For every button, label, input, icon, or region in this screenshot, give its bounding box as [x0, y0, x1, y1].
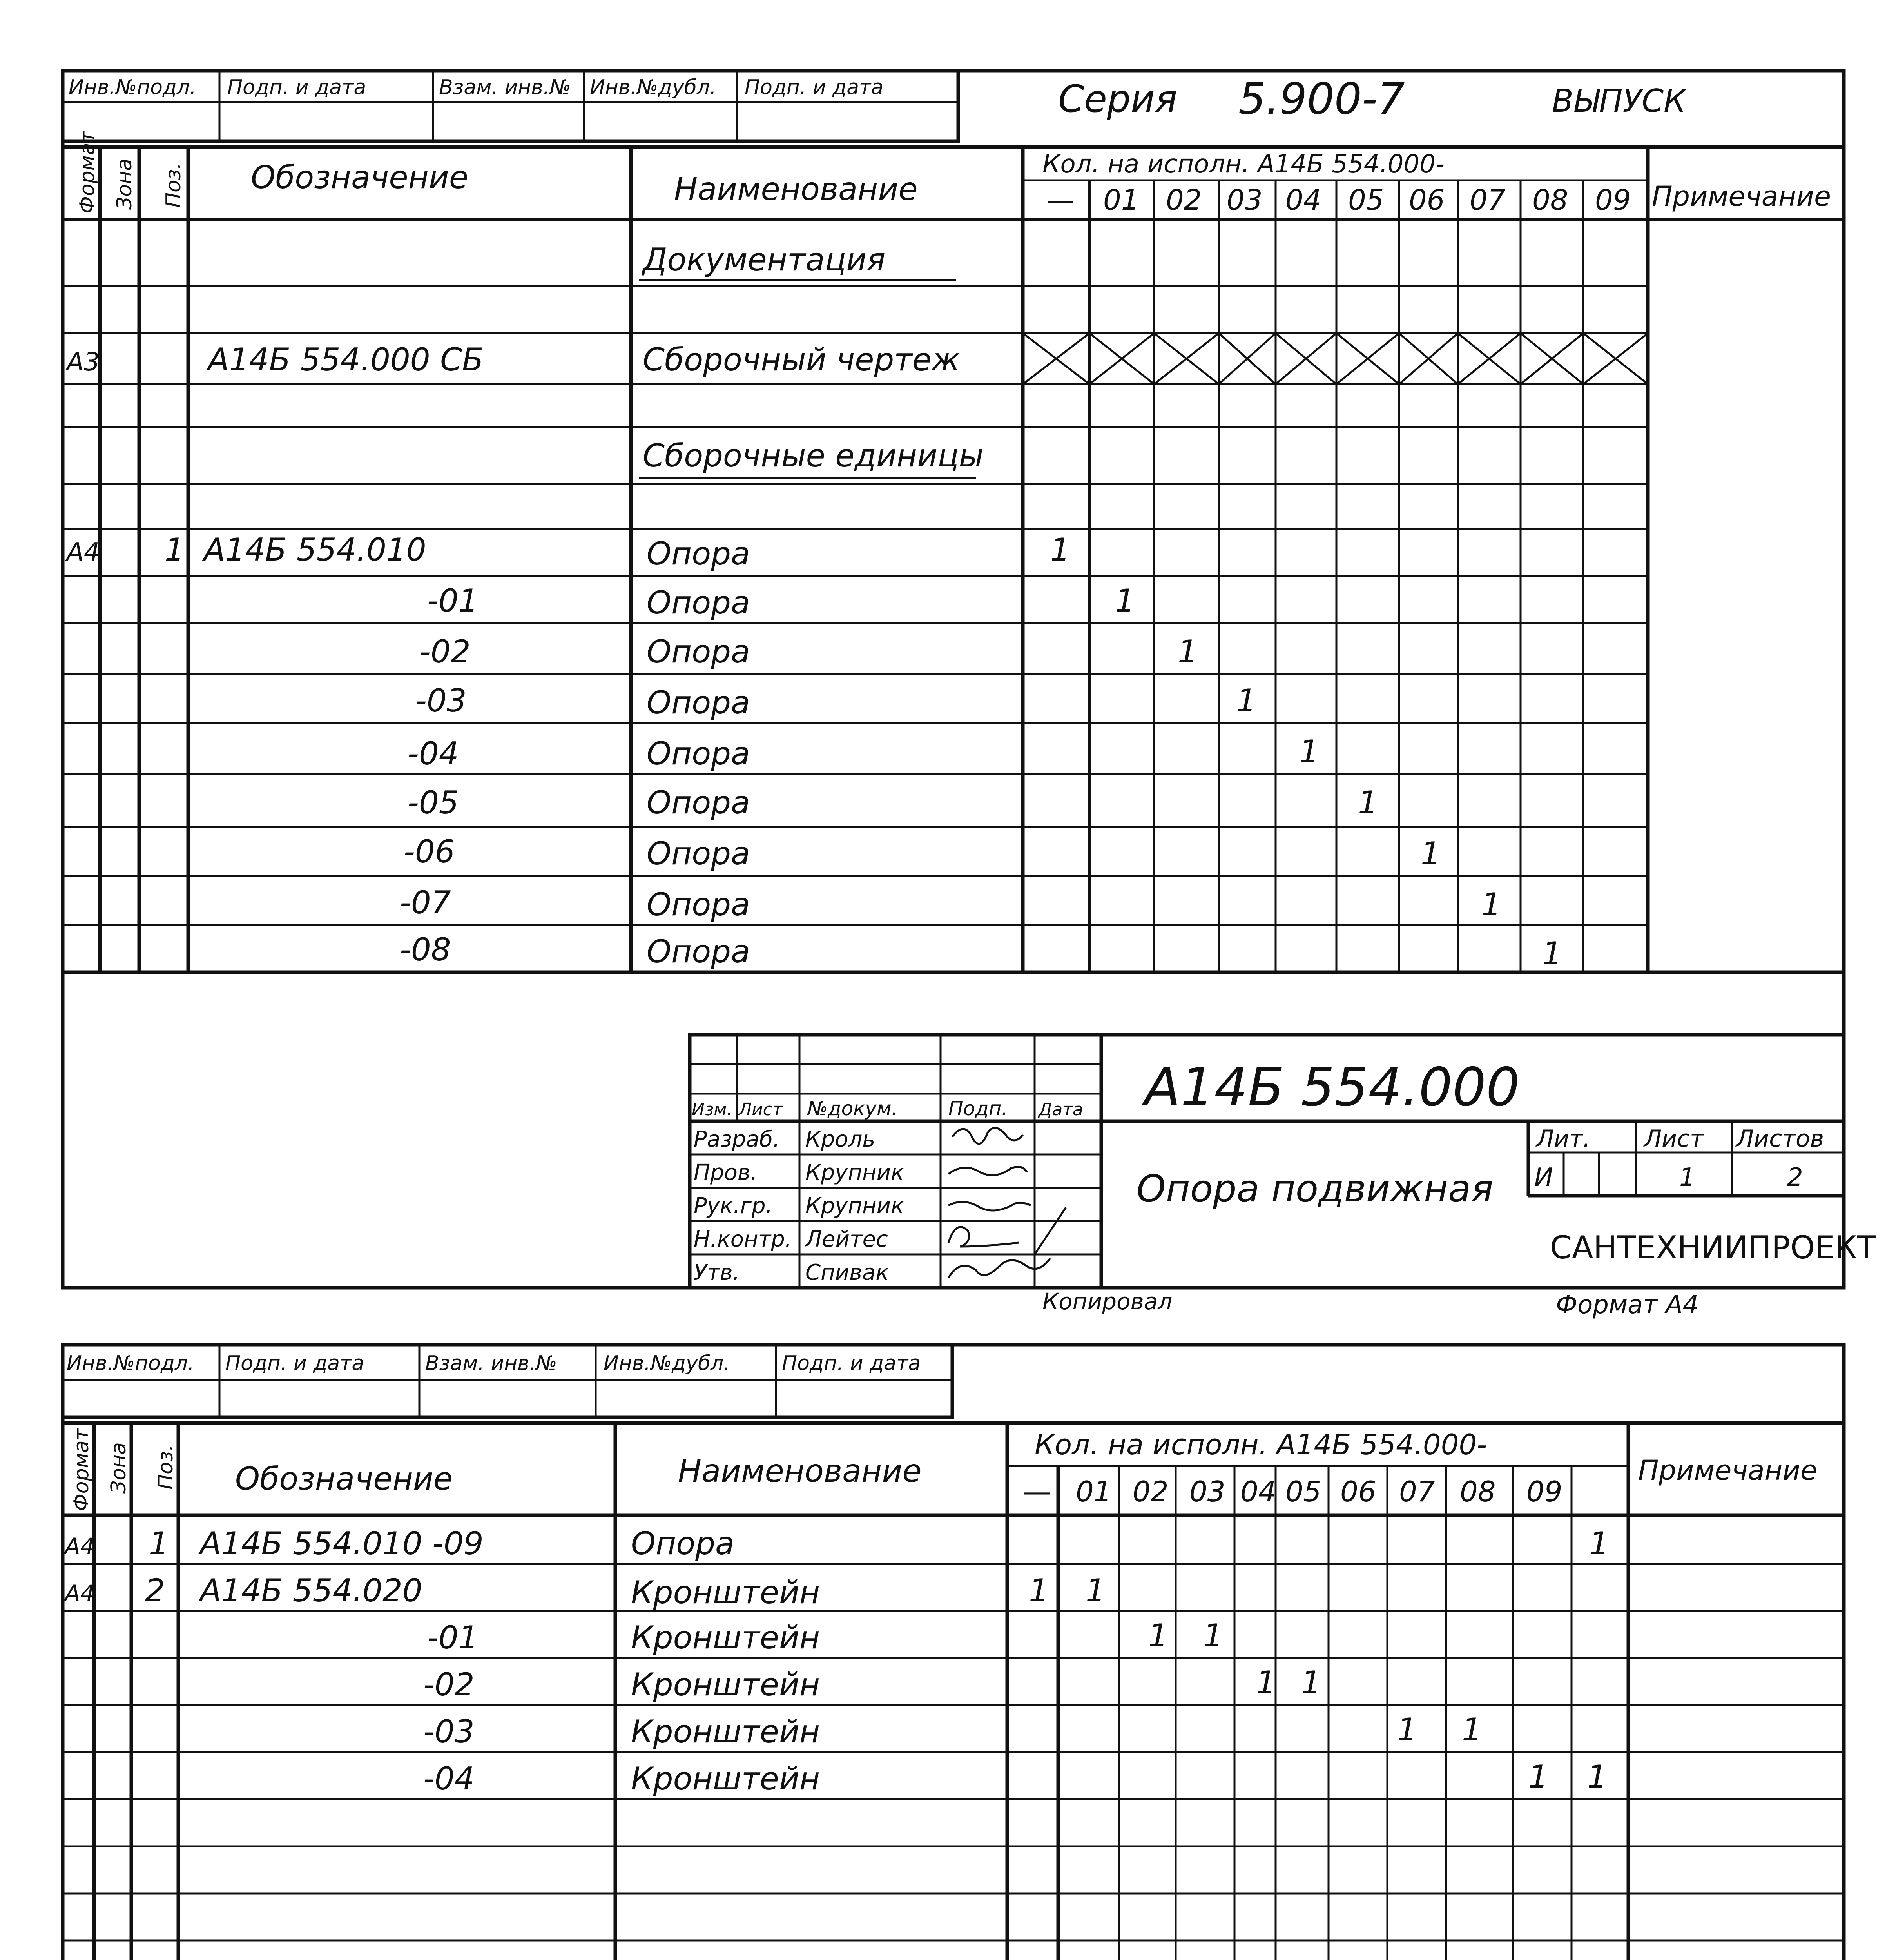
table-row — [404, 833, 1441, 872]
header-name: Наименование — [678, 1453, 922, 1489]
header-format: Формат — [70, 1428, 93, 1511]
row-name: Опора — [647, 584, 750, 621]
table-row — [63, 1572, 1106, 1611]
table-row — [65, 532, 1070, 572]
sheet1-rows — [65, 532, 1562, 972]
table-row — [63, 1525, 1609, 1562]
stamp-inv-dup: Инв.№дубл. — [590, 76, 716, 99]
variant-03: 03 — [1189, 1475, 1225, 1508]
row-format: А4 — [65, 1533, 95, 1560]
header-note: Примечание — [1652, 180, 1831, 212]
row-designation: -04 — [408, 735, 459, 772]
header-variants — [1023, 1475, 1562, 1508]
row-qty: 1 — [1481, 886, 1501, 923]
stamp-inv-orig: Инв.№подл. — [67, 1352, 194, 1375]
variant-09: 09 — [1526, 1475, 1562, 1508]
table-row — [423, 1664, 1321, 1703]
format-label: Формат А4 — [1556, 1290, 1699, 1319]
header-pos: Поз. — [154, 1444, 178, 1490]
row-designation: -06 — [404, 833, 455, 870]
stamp-sign-date-2: Подп. и дата — [782, 1352, 921, 1375]
stamp-sign-date: Подп. и дата — [227, 76, 366, 99]
row-name: Опора — [647, 784, 750, 821]
row-qty-08: 1 — [1528, 1759, 1548, 1795]
row-qty-base: 1 — [1029, 1572, 1049, 1609]
variant-02: 02 — [1133, 1475, 1169, 1508]
doc-row-name: Сборочный чертеж — [643, 341, 960, 378]
row-name: Кронштейн — [631, 1619, 820, 1656]
stamp-replace-inv: Взам. инв.№ — [439, 76, 571, 99]
variant-08: 08 — [1460, 1475, 1496, 1508]
row-name: Опора — [647, 535, 750, 572]
col-sign: Подп. — [948, 1097, 1008, 1120]
lit-label: Лит. — [1536, 1125, 1591, 1152]
row-designation: -03 — [415, 682, 467, 719]
variant-04: 04 — [1240, 1475, 1276, 1508]
variant-04: 04 — [1285, 183, 1321, 216]
stamp-sign-date: Подп. и дата — [225, 1352, 364, 1375]
row-qty: 1 — [1236, 682, 1256, 719]
sheet2-stamp-header — [63, 1345, 952, 1417]
variant-05: 05 — [1348, 183, 1384, 216]
role-checker: Пров. — [694, 1160, 758, 1185]
row-qty-02: 1 — [1148, 1617, 1168, 1654]
doc-row-format: А3 — [67, 348, 100, 377]
table-row — [423, 1759, 1607, 1797]
variant-06: 06 — [1409, 183, 1445, 216]
lit-value: И — [1534, 1163, 1553, 1192]
header-name: Наименование — [674, 171, 918, 207]
sheet-2 — [15, 1345, 1877, 1960]
row-qty: 1 — [1299, 733, 1319, 770]
doc-row-designation: А14Б 554.000 СБ — [208, 341, 484, 378]
row-qty: 1 — [1542, 935, 1562, 972]
sheet2-rows — [63, 1525, 1609, 1797]
row-qty: 1 — [1115, 583, 1135, 619]
col-sheet: Лист — [739, 1100, 783, 1120]
name-norm-control: Лейтес — [805, 1227, 888, 1252]
row-qty-05: 1 — [1301, 1664, 1321, 1701]
row-designation: -08 — [400, 931, 451, 968]
row-name: Опора — [631, 1525, 735, 1562]
header-qty: Кол. на исполн. А14Б 554.000- — [1042, 150, 1445, 179]
variant-01: 01 — [1103, 183, 1139, 216]
header-pos: Поз. — [162, 162, 185, 208]
row-qty: 1 — [1421, 835, 1441, 872]
stamp-inv-orig: Инв.№подл. — [69, 76, 196, 99]
signature-developer — [952, 1128, 1023, 1144]
copied-label: Копировал — [1042, 1288, 1173, 1315]
table-row — [408, 733, 1319, 772]
header-designation: Обозначение — [251, 159, 469, 196]
row-designation: -02 — [423, 1666, 475, 1703]
variant-08: 08 — [1532, 183, 1568, 216]
row-designation: А14Б 554.020 — [200, 1572, 422, 1609]
header-note: Примечание — [1638, 1454, 1818, 1486]
row-designation: -07 — [400, 884, 451, 921]
row-pos: 1 — [149, 1525, 169, 1562]
variant-07: 07 — [1470, 183, 1506, 216]
header-qty: Кол. на исполн. А14Б 554.000- — [1035, 1428, 1487, 1461]
row-format: А4 — [67, 538, 100, 567]
header-format: Формат — [76, 131, 99, 214]
variant-09: 09 — [1595, 183, 1631, 216]
header-variants — [1046, 183, 1631, 216]
row-qty-01: 1 — [1086, 1572, 1106, 1609]
sheet1-title-block — [690, 1035, 1877, 1288]
sheet-value: 1 — [1679, 1163, 1695, 1192]
sheets-value: 2 — [1787, 1163, 1803, 1192]
sheet1-stamp-header — [63, 71, 958, 141]
header-zone: Зона — [113, 158, 136, 210]
variant-base: — — [1046, 183, 1075, 216]
variant-02: 02 — [1166, 183, 1202, 216]
row-name: Опора — [647, 684, 750, 721]
header-zone: Зона — [107, 1442, 131, 1494]
table-row — [415, 682, 1256, 721]
row-qty-04: 1 — [1256, 1664, 1276, 1701]
row-name: Опора — [647, 735, 750, 772]
signature-norm-control — [948, 1207, 1066, 1254]
row-qty: 1 — [1178, 633, 1198, 670]
signature-group-lead — [948, 1202, 1031, 1210]
issue-label: ВЫПУСК — [1552, 83, 1686, 119]
stamp-sign-date-2: Подп. и дата — [745, 76, 884, 99]
row-qty-06: 1 — [1397, 1711, 1417, 1748]
table-row — [427, 1617, 1223, 1656]
sheets-label: Листов — [1736, 1125, 1824, 1152]
col-change: Изм. — [692, 1100, 732, 1120]
role-approver: Утв. — [694, 1260, 740, 1285]
table-row — [423, 1711, 1482, 1750]
variant-base: — — [1023, 1475, 1051, 1508]
row-name: Кронштейн — [631, 1574, 820, 1611]
stamp-inv-dup: Инв.№дубл. — [604, 1352, 730, 1375]
col-date: Дата — [1039, 1100, 1083, 1120]
doc-number: А14Б 554.000 — [1144, 1056, 1520, 1118]
signature-checker — [948, 1167, 1027, 1175]
table-row — [427, 583, 1135, 621]
role-norm-control: Н.контр. — [694, 1227, 792, 1252]
name-approver: Спивак — [805, 1260, 889, 1285]
variant-01: 01 — [1076, 1475, 1112, 1508]
row-qty: 1 — [1358, 784, 1378, 821]
col-doc-no: №докум. — [807, 1097, 898, 1120]
table-row — [400, 931, 1562, 972]
row-name: Опора — [647, 886, 750, 923]
row-qty-09: 1 — [1589, 1525, 1609, 1562]
stamp-replace-inv: Взам. инв.№ — [425, 1352, 557, 1375]
row-pos: 2 — [145, 1572, 165, 1609]
series-label: Серия — [1058, 78, 1177, 121]
row-name: Кронштейн — [631, 1713, 820, 1750]
row-name: Опора — [647, 633, 750, 670]
variant-03: 03 — [1227, 183, 1263, 216]
name-group-lead: Крупник — [805, 1193, 904, 1219]
doc-title: Опора подвижная — [1137, 1167, 1494, 1210]
row-format: А4 — [65, 1580, 95, 1607]
table-row — [408, 784, 1378, 821]
row-designation: -01 — [427, 583, 479, 619]
section-documentation: Документация — [643, 241, 886, 278]
sheet2-spec-table — [63, 1423, 1844, 1960]
row-name: Опора — [647, 933, 750, 970]
row-designation: -04 — [423, 1760, 475, 1797]
name-checker: Крупник — [805, 1160, 904, 1185]
variant-05: 05 — [1285, 1475, 1321, 1508]
organization: САНТЕХНИИПРОЕКТ — [1550, 1229, 1876, 1266]
sheet-label: Лист — [1644, 1125, 1704, 1152]
row-designation: А14Б 554.010 — [204, 532, 426, 568]
variant-06: 06 — [1340, 1475, 1376, 1508]
row-qty-09: 1 — [1587, 1759, 1607, 1795]
header-designation: Обозначение — [235, 1461, 453, 1497]
row-qty-03: 1 — [1203, 1617, 1223, 1654]
role-group-lead: Рук.гр. — [694, 1193, 773, 1219]
row-designation: -03 — [423, 1713, 475, 1750]
row-qty: 1 — [1050, 532, 1070, 568]
variant-07: 07 — [1399, 1475, 1435, 1508]
row-qty-07: 1 — [1462, 1711, 1482, 1748]
sheet-1 — [63, 71, 1877, 1319]
row-pos: 1 — [165, 532, 185, 568]
series-number: 5.900-7 — [1238, 74, 1405, 124]
row-designation: -02 — [419, 633, 471, 670]
row-name: Опора — [647, 835, 750, 872]
name-developer: Кроль — [805, 1127, 875, 1152]
row-designation: -01 — [427, 1619, 479, 1656]
table-row — [419, 633, 1198, 670]
sheet2-frame — [63, 1345, 1844, 1960]
row-name: Кронштейн — [631, 1666, 820, 1703]
section-assembly-units: Сборочные единицы — [643, 437, 984, 474]
row-name: Кронштейн — [631, 1760, 820, 1797]
row-designation: А14Б 554.010 -09 — [200, 1525, 484, 1562]
role-developer: Разраб. — [694, 1127, 780, 1152]
row-designation: -05 — [408, 784, 459, 821]
